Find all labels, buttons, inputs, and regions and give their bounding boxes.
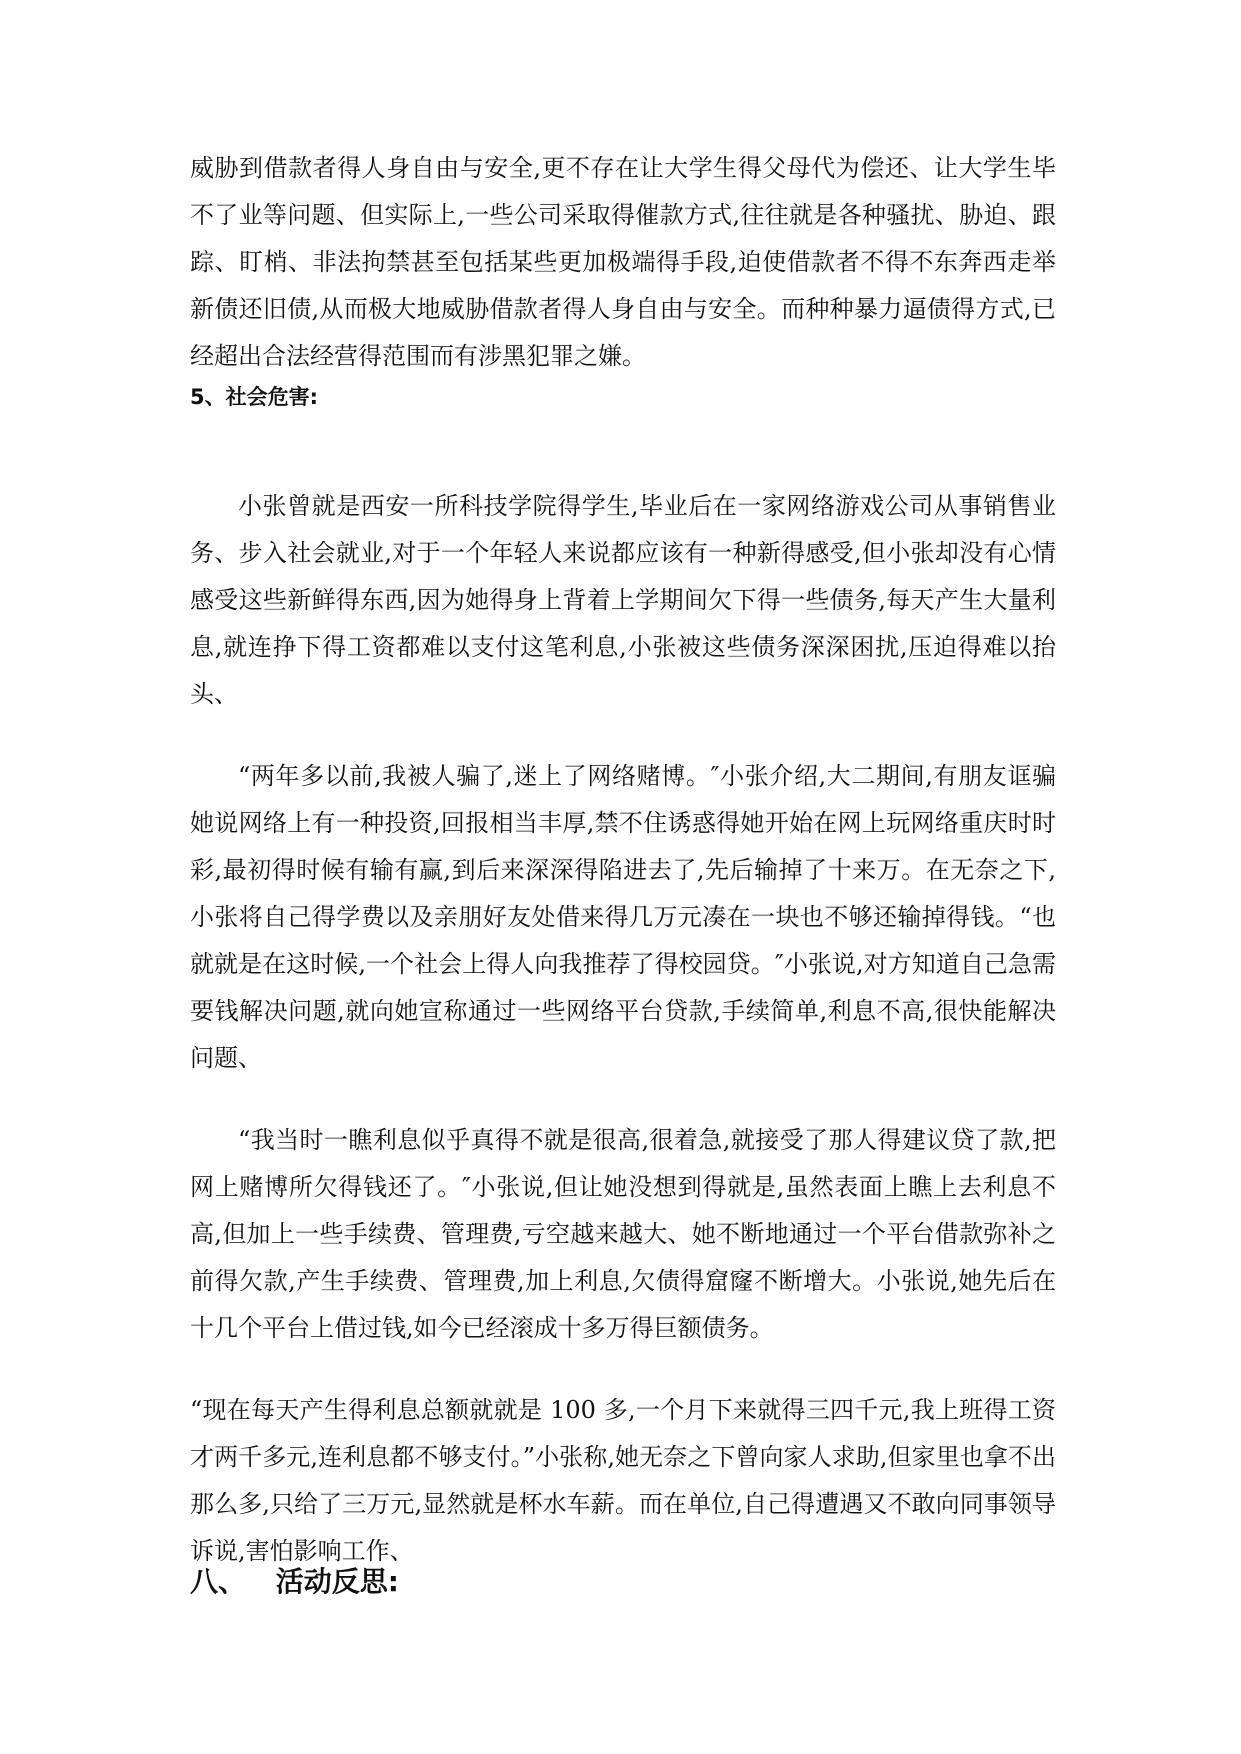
paragraph-xiaozhang-intro: 小张曾就是西安一所科技学院得学生,毕业后在一家网络游戏公司从事销售业务、步入社会就业,对于一个年轻人来说都应该有一种新得感受,但小张却没有心情感受这些新鲜得东西,因为她得身上背着上学期间欠下得一些债务,每天产生大量利息,就连挣下得工资都难以支付这笔利息,小张被这些债务深深困扰,压迫得难以抬头、: [190, 492, 1056, 708]
paragraph-loan: “我当时一瞧利息似乎真得不就是很高,很着急,就接受了那人得建议贷了款,把网上赌博所欠得钱还了。″小张说,但让她没想到得就是,虽然表面上瞧上去利息不高,但加上一些手续费、管理费,亏空越来越大、她不断地通过一个平台借款弥补之前得欠款,产生手续费、管理费,加上利息,欠债得窟窿不断增大。小张说,她先后在十几个平台上借过钱,如今已经滚成十多万得巨额债务。: [190, 1126, 1056, 1342]
paragraph-threat: 威胁到借款者得人身自由与安全,更不存在让大学生得父母代为偿还、让大学生毕不了业等问题、但实际上,一些公司采取得催款方式,往往就是各种骚扰、胁迫、跟踪、盯梢、非法拘禁甚至包括某些更加极端得手段,迫使借款者不得不东奔西走举新债还旧债,从而极大地威胁借款者得人身自由与安全。而种种暴力逼债得方式,已经超出合法经营得范围而有涉黑犯罪之嫌。: [190, 154, 1056, 370]
paragraph-gambling: “两年多以前,我被人骗了,迷上了网络赌博。″小张介绍,大二期间,有朋友诓骗她说网络上有一种投资,回报相当丰厚,禁不住诱惑得她开始在网上玩网络重庆时时彩,最初得时候有输有赢,到后来深深得陷进去了,先后输掉了十来万。在无奈之下,小张将自己得学费以及亲朋好友处借来得几万元凑在一块也不够还输掉得钱。“也就就是在这时候,一个社会上得人向我推荐了得校园贷。″小张说,对方知道自己急需要钱解决问题,就向她宣称通过一些网络平台贷款,手续简单,利息不高,很快能解决问题、: [190, 762, 1056, 1072]
section-heading-social-harm: 5、社会危害:: [190, 385, 319, 409]
section-heading-reflection: 八、 活动反思:: [190, 1565, 399, 1598]
paragraph-interest: “现在每天产生得利息总额就就是 100 多,一个月下来就得三四千元,我上班得工资才两千多元,连利息都不够支付。”小张称,她无奈之下曾向家人求助,但家里也拿不出那么多,只给了三万元,显然就是杯水车薪。而在单位,自己得遭遇又不敢向同事领导诉说,害怕影响工作、: [190, 1396, 1056, 1565]
